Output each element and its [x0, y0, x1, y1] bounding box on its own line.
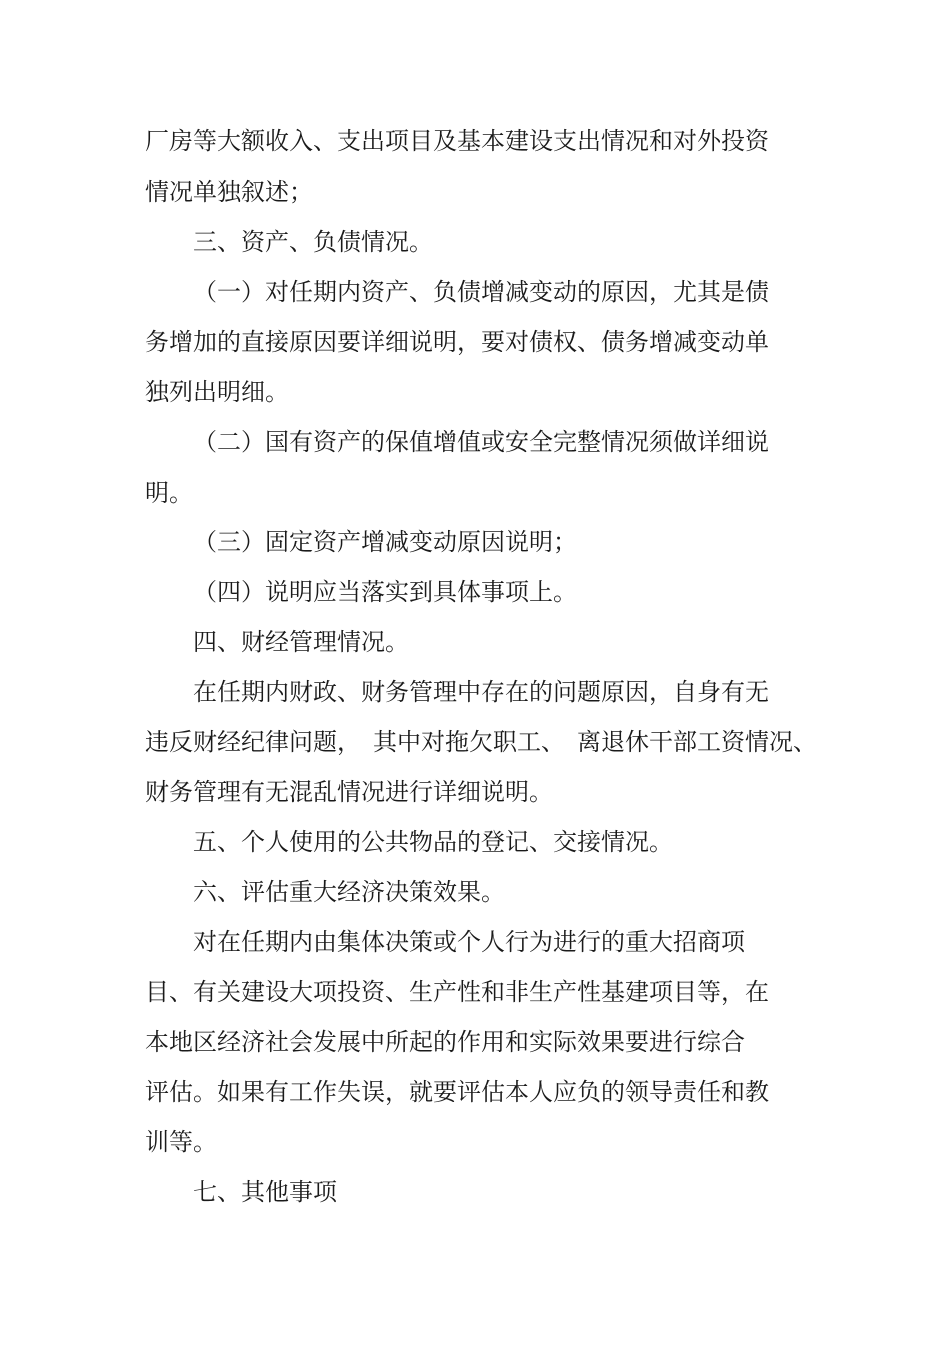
text-line: 本地区经济社会发展中所起的作用和实际效果要进行综合 [145, 1028, 745, 1056]
text-line: 明。 [145, 479, 193, 507]
text-line: 目、有关建设大项投资、生产性和非生产性基建项目等，在 [145, 978, 769, 1006]
text-line: 厂房等大额收入、支出项目及基本建设支出情况和对外投资 [145, 127, 769, 155]
text-line: 财务管理有无混乱情况进行详细说明。 [145, 778, 553, 806]
text-line: 在任期内财政、财务管理中存在的问题原因，自身有无 [193, 678, 769, 706]
text-line: 评估。如果有工作失误，就要评估本人应负的领导责任和教 [145, 1078, 769, 1106]
text-line: 务增加的直接原因要详细说明，要对债权、债务增减变动单 [145, 328, 769, 356]
text-line: （一）对任期内资产、负债增减变动的原因，尤其是债 [193, 278, 769, 306]
text-line: （三）固定资产增减变动原因说明； [193, 528, 577, 556]
text-line: 情况单独叙述； [145, 178, 313, 206]
text-line: （四）说明应当落实到具体事项上。 [193, 578, 577, 606]
text-line: （二）国有资产的保值增值或安全完整情况须做详细说 [193, 428, 769, 456]
section-heading-public-property: 五、个人使用的公共物品的登记、交接情况。 [193, 828, 673, 856]
text-line: 训等。 [145, 1128, 217, 1156]
section-heading-decision-evaluation: 六、评估重大经济决策效果。 [193, 878, 505, 906]
section-heading-finance-management: 四、财经管理情况。 [193, 628, 409, 656]
section-heading-assets-liabilities: 三、资产、负债情况。 [193, 228, 433, 256]
section-heading-other-matters: 七、其他事项 [193, 1178, 337, 1206]
text-line: 独列出明细。 [145, 378, 289, 406]
text-line: 违反财经纪律问题， 其中对拖欠职工、 离退休干部工资情况、 [145, 728, 817, 756]
text-line: 对在任期内由集体决策或个人行为进行的重大招商项 [193, 928, 745, 956]
